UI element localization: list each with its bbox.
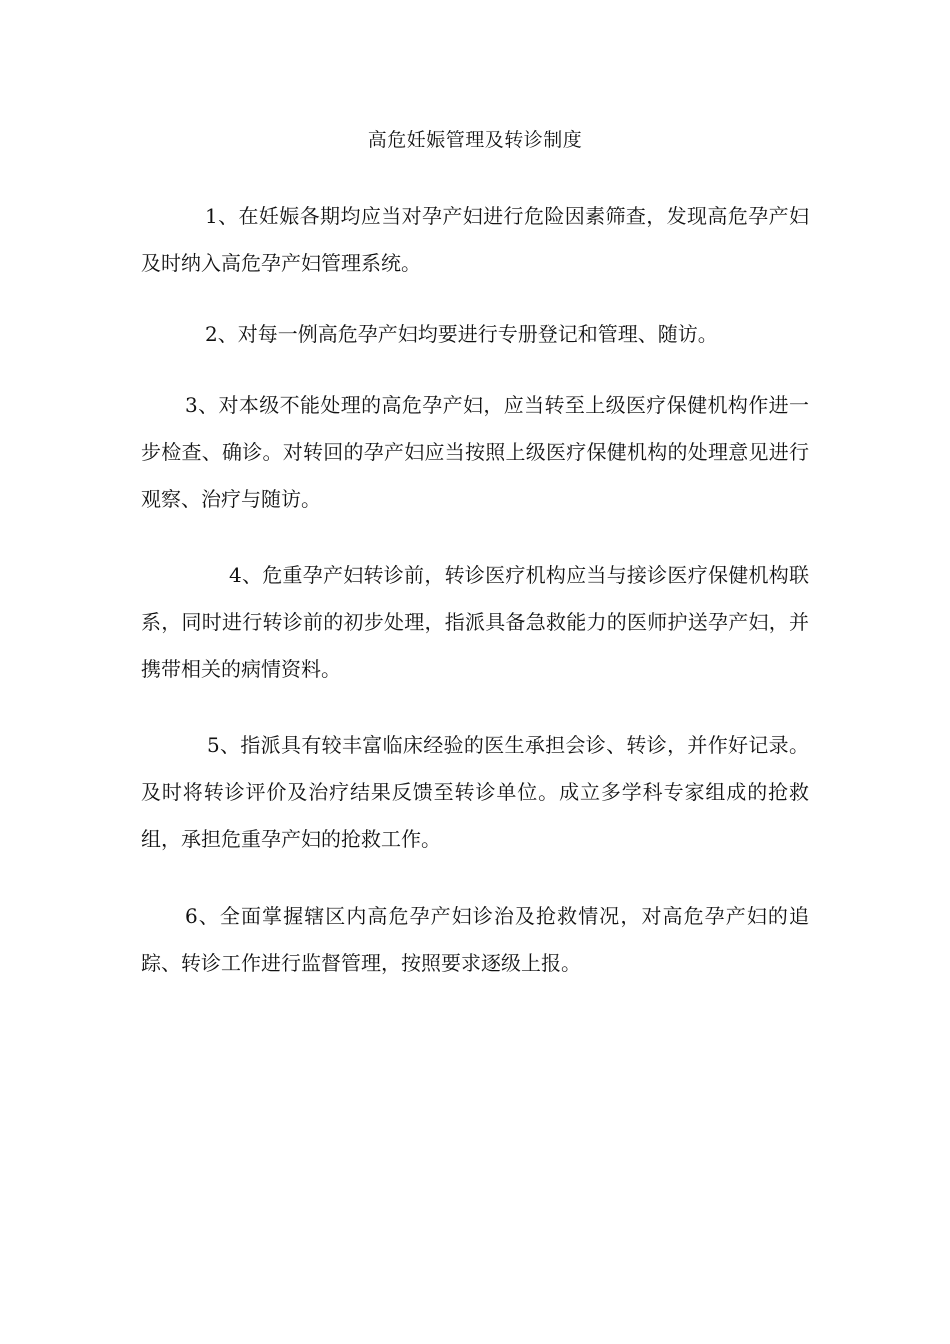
paragraph-4: 4、危重孕产妇转诊前，转诊医疗机构应当与接诊医疗保健机构联系，同时进行转诊前的初步处理，指派具备急救能力的医师护送孕产妇，并携带相关的病情资料。: [141, 563, 809, 681]
paragraph-1: 1、在妊娠各期均应当对孕产妇进行危险因素筛查，发现高危孕产妇及时纳入高危孕产妇管理系统。: [141, 204, 809, 275]
paragraph-6: 6、全面掌握辖区内高危孕产妇诊治及抢救情况，对高危孕产妇的追踪、转诊工作进行监督管理，按照要求逐级上报。: [141, 904, 809, 975]
paragraph-5: 5、指派具有较丰富临床经验的医生承担会诊、转诊，并作好记录。及时将转诊评价及治疗结果反馈至转诊单位。成立多学科专家组成的抢救组，承担危重孕产妇的抢救工作。: [141, 733, 809, 851]
paragraph-2: 2、对每一例高危孕产妇均要进行专册登记和管理、随访。: [205, 322, 718, 346]
page-title: 高危妊娠管理及转诊制度: [367, 129, 583, 151]
paragraph-3: 3、对本级不能处理的高危孕产妇，应当转至上级医疗保健机构作进一步检查、确诊。对转回的孕产妇应当按照上级医疗保健机构的处理意见进行观察、治疗与随访。: [141, 393, 809, 511]
